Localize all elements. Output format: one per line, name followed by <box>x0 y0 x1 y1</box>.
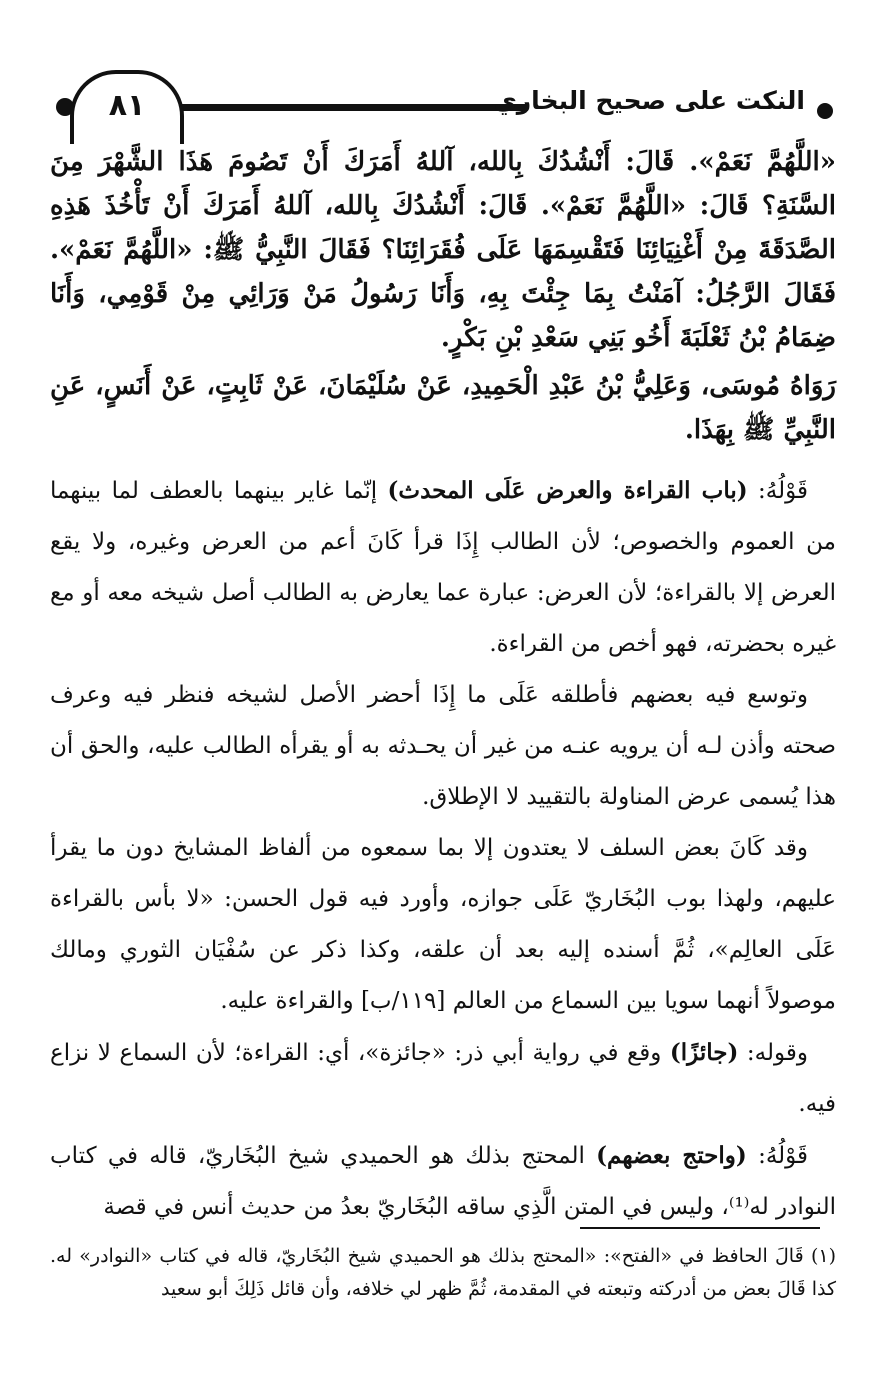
heading-key: (باب القراءة والعرض عَلَى المحدث) <box>387 477 748 504</box>
paragraph-text: وقع في رواية أبي ذر: «جائزة»، أي: القراءة؛ لأن السماع لا نزاع فيه. <box>50 1040 836 1117</box>
running-title: النكت على صحيح البخاري <box>493 86 805 115</box>
qawluhu-label: قَوْلُهُ: <box>758 478 808 504</box>
hadith-text <box>50 140 836 452</box>
page-number: ٨١ <box>108 88 146 123</box>
qawluhu-label: قَوْلُهُ: <box>758 1143 809 1169</box>
commentary-paragraph-5 <box>50 1130 836 1233</box>
page-header <box>0 60 873 150</box>
paragraph-text: إنّما غاير بينهما بالعطف لما بينهما من العموم والخصوص؛ لأن الطالب إِذَا قرأ كَانَ أعم من العرض وغيره، ولا يقع العرض إلا بالقراءة؛ لأن العرض: عبارة عما يعارض به الطالب أصل شيخه معه أو مع غيره بحضرته، فهو أخص من القراءة. <box>50 478 836 657</box>
commentary-paragraph-4 <box>50 1027 836 1130</box>
commentary <box>50 465 836 1233</box>
commentary-paragraph-1 <box>50 465 836 670</box>
heading-key: (جائزًا) <box>669 1039 739 1066</box>
qawluhu-label: وقوله: <box>746 1040 808 1066</box>
footnotes <box>50 1240 836 1306</box>
footnote-separator <box>580 1227 820 1229</box>
heading-key: (واحتج بعضهم) <box>596 1142 747 1169</box>
commentary-paragraph-3: وقد كَانَ بعض السلف لا يعتدون إلا بما سمعوه من ألفاظ المشايخ دون ما يقرأ عليهم، ولهذا بوب البُخَاريّ عَلَى جوازه، وأورد فيه قول الحسن: «لا بأس بالقراءة عَلَى العالِم»، ثُمَّ أسنده إليه بعد أن علقه، وكذا ذكر عن سُفْيَان الثوري ومالك موصولاً أنهما سويا بين السماع من العالم [١١٩/ب] والقراءة عليه. <box>50 835 836 1014</box>
commentary-paragraph-2: وتوسع فيه بعضهم فأطلقه عَلَى ما إِذَا أحضر الأصل لشيخه فنظر فيه وعرف صحته وأذن لـه أن يرويه عنـه من غير أن يحـدثه به أو يقرأه الطالب عليه، والحق أن هذا يُسمى عرض المناولة بالتقييد لا الإطلاق. <box>50 682 836 810</box>
hadith-paragraph: «اللَّهُمَّ نَعَمْ». قَالَ: أَنْشُدُكَ بِالله، آللهُ أَمَرَكَ أَنْ تَصُومَ هَذَا الشَّهْرَ مِنَ السَّنَةِ؟ قَالَ: «اللَّهُمَّ نَعَمْ». قَالَ: أَنْشُدُكَ بِالله، آللهُ أَمَرَكَ أَنْ تَأْخُذَ هَذِهِ الصَّدَقَةَ مِنْ أَغْنِيَائِنَا فَتَقْسِمَهَا عَلَى فُقَرَائِنَا؟ فَقَالَ النَّبِيُّ ﷺ: «اللَّهُمَّ نَعَمْ». فَقَالَ الرَّجُلُ: آمَنْتُ بِمَا جِئْتَ بِهِ، وَأَنَا رَسُولُ مَنْ وَرَائِي مِنْ قَوْمِي، وَأَنَا ضِمَامُ بْنُ ثَعْلَبَةَ أَخُو بَنِي سَعْدِ بْنِ بَكْرٍ. <box>50 147 836 353</box>
header-dot-right <box>817 103 833 119</box>
hadith-narration: رَوَاهُ مُوسَى، وَعَلِيُّ بْنُ عَبْدِ الْحَمِيدِ، عَنْ سُلَيْمَانَ، عَنْ ثَابِتٍ، عَنْ أَنَسٍ، عَنِ النَّبِيِّ ﷺ بِهَذَا. <box>50 371 836 445</box>
footnote-1: (١) قَالَ الحافظ في «الفتح»: «المحتج بذلك هو الحميدي شيخ البُخَاريّ، قاله في كتاب «النوادر» له. كذا قَالَ بعض من أدركته وتبعته في المقدمة، ثُمَّ ظهر لي خلافه، وأن قائل ذَلِكَ أبو سعيد <box>50 1245 836 1300</box>
paragraph-text: المحتج بذلك هو الحميدي شيخ البُخَاريّ، قاله في كتاب النوادر له⁽¹⁾، وليس في المتن الَّذِي ساقه البُخَاريّ بعدُ من حديث أنس في قصة <box>50 1143 836 1220</box>
page-number-frame <box>70 70 184 144</box>
